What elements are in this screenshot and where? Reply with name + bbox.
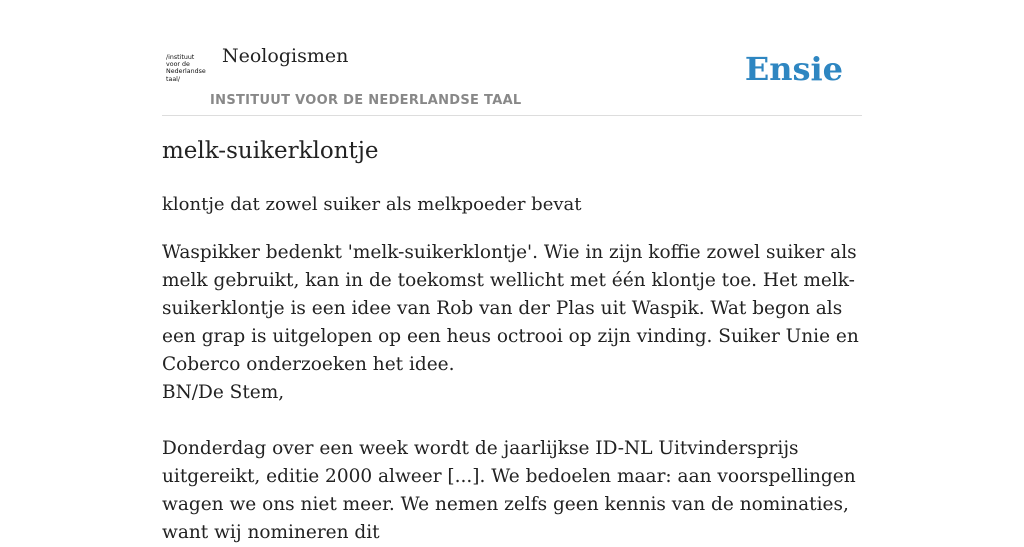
header	[162, 0, 862, 116]
site-title[interactable]: Neologismen	[222, 45, 349, 67]
site-subtitle: INSTITUUT VOOR DE NEDERLANDSE TAAL	[210, 93, 522, 108]
entry-definition: klontje dat zowel suiker als melkpoeder bevat	[162, 194, 582, 215]
entry-paragraph: Waspikker bedenkt 'melk-suikerklontje'. Wie in zijn koffie zowel suiker als melk gebruikt, kan in de toekomst wellicht met één klontje toe. Het melk-suikerklontje is een idee van Rob van der Plas uit Waspik. Wat begon als een grap is uitgelopen op een heus octrooi op zijn vinding. Suiker Unie en Coberco onderzoeken het idee.	[162, 242, 859, 375]
ensie-logo-link[interactable]: Ensie	[744, 50, 843, 88]
entry-source: BN/De Stem,	[162, 382, 285, 403]
entry-term: melk-suikerklontje	[162, 138, 379, 164]
entry-paragraph: Donderdag over een week wordt de jaarlijkse ID-NL Uitvindersprijs uitgereikt, editie 2000 alweer [...]. We bedoelen maar: aan voorspellingen wagen we ons niet meer. We nemen zelfs geen kennis van de nominaties, want wij nomineren dit	[162, 438, 856, 543]
entry-body	[162, 239, 862, 547]
ivdnt-logo[interactable]: /instituut voor de Nederlandse taal/	[166, 54, 206, 83]
page	[162, 0, 862, 543]
